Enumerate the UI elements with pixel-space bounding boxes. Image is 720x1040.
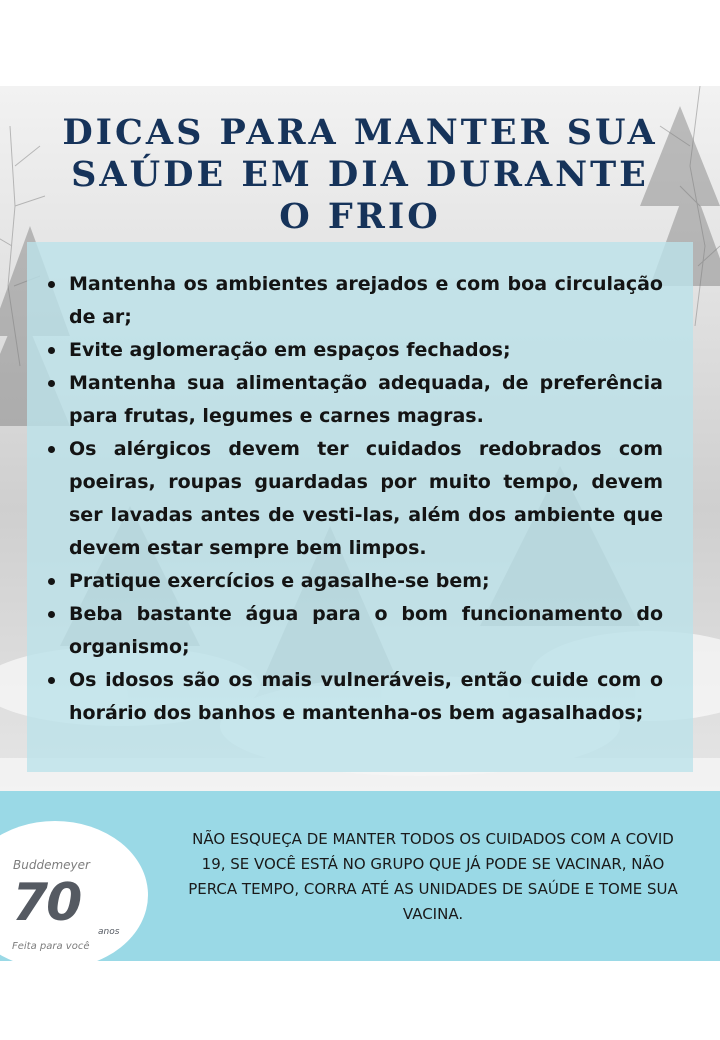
list-item: [47, 664, 663, 730]
list-item: [47, 334, 663, 367]
list-item: [47, 268, 663, 334]
tip-text: Os idosos são os mais vulneráveis, então cuide com o horário dos banhos e mantenha-os bem agasalhados;: [69, 669, 663, 724]
tip-text: Os alérgicos devem ter cuidados redobrados com poeiras, roupas guardadas por muito tempo, devem ser lavadas antes de vesti-las, além dos ambiente que devem estar sempre bem limpos.: [69, 438, 663, 559]
tip-text: Mantenha sua alimentação adequada, de preferência para frutas, legumes e carnes magras.: [69, 372, 663, 427]
tips-list: [47, 268, 663, 730]
page-title: DICAS PARA MANTER SUA SAÚDE EM DIA DURANTE O FRIO: [62, 112, 658, 237]
bullet-icon: [48, 677, 55, 684]
tip-text: Pratique exercícios e agasalhe-se bem;: [69, 570, 490, 592]
bullet-icon: [48, 281, 55, 288]
bullet-icon: [48, 578, 55, 585]
list-item: [47, 598, 663, 664]
poster: [0, 86, 720, 961]
footer-band: [0, 791, 720, 961]
anniversary-number: 70: [12, 873, 81, 933]
brand-logo-name: Buddemeyer: [13, 858, 90, 872]
list-item: [47, 433, 663, 565]
anniversary-anos-label: anos: [98, 927, 120, 937]
bullet-icon: [48, 611, 55, 618]
tips-panel: [27, 242, 693, 772]
covid-reminder-text: NÃO ESQUEÇA DE MANTER TODOS OS CUIDADOS COM A COVID 19, SE VOCÊ ESTÁ NO GRUPO QUE JÁ PODE SE VACINAR, NÃO PERCA TEMPO, CORRA ATÉ AS UNIDADES DE SAÚDE E TOME SUA VACINA.: [188, 830, 678, 923]
list-item: [47, 565, 663, 598]
bullet-icon: [48, 347, 55, 354]
tip-text: Evite aglomeração em espaços fechados;: [69, 339, 511, 361]
brand-tagline: Feita para você: [12, 941, 90, 952]
list-item: [47, 367, 663, 433]
tip-text: Mantenha os ambientes arejados e com boa circulação de ar;: [69, 273, 663, 328]
bullet-icon: [48, 446, 55, 453]
bullet-icon: [48, 380, 55, 387]
tip-text: Beba bastante água para o bom funcionamento do organismo;: [69, 603, 663, 658]
